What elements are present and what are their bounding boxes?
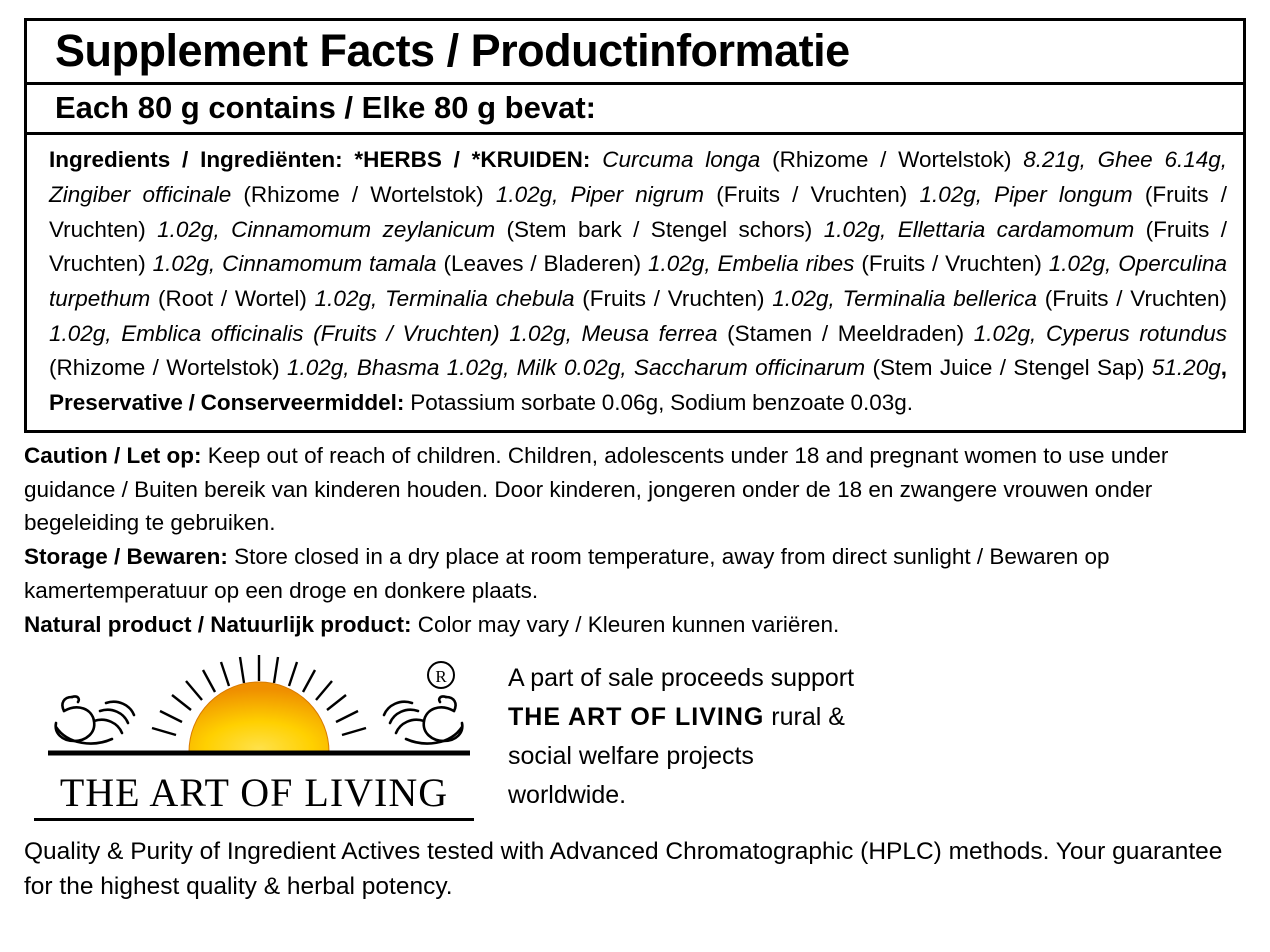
logo-and-support-row — [24, 653, 1246, 821]
support-line-2-rest: rural & — [764, 703, 845, 731]
serving-size-line: Each 80 g contains / Elke 80 g bevat: — [27, 85, 1243, 135]
support-line-4: worldwide. — [508, 780, 627, 809]
support-line-2 — [508, 698, 854, 737]
sunrise-with-swans-icon — [34, 653, 484, 773]
page-title: Supplement Facts / Productinformatie — [27, 21, 1243, 85]
support-brand: THE ART OF LIVING — [508, 703, 765, 731]
quality-statement: Quality & Purity of Ingredient Actives tested with Advanced Chromatographic (HPLC) methods. Your guarantee for the highest quality & herbal potency. — [24, 838, 1223, 901]
natural-product-label: Natural product / Natuurlijk product: — [24, 611, 412, 637]
storage-label: Storage / Bewaren: — [24, 544, 228, 570]
supplement-facts-box — [24, 18, 1246, 433]
storage-text: Store closed in a dry place at room temperature, away from direct sunlight / Bewaren op kamertemperatuur op een droge en donkere plaats. — [24, 544, 1110, 603]
caution-label: Caution / Let op: — [24, 443, 202, 469]
support-line-1: A part of sale proceeds support — [508, 664, 855, 693]
caution-text: Keep out of reach of children. Children, adolescents under 18 and pregnant women to use under guidance / Buiten bereik van kinderen houden. Door kinderen, jongeren onder de 18 en zwangere vrouwen onder begeleiding te gebruiken. — [24, 443, 1169, 536]
svg-text:R: R — [435, 667, 447, 687]
notes-section — [24, 439, 1246, 641]
logo-wordmark: THE ART OF LIVING — [34, 769, 474, 821]
natural-product-note — [24, 608, 1246, 641]
ingredients-paragraph: Ingredients / Ingrediënten: *HERBS / *KRUIDEN: Curcuma longa (Rhizome / Wortelstok) 8.21g, Ghee 6.14g, Zingiber officinale (Rhizome / Wortelstok) 1.02g, Piper nigrum (Fruits / Vruchten) 1.02g, Piper longum (Fruits / Vruchten) 1.02g, Cinnamomum zeylanicum (Stem bark / Stengel schors) 1.02g, Ellettaria cardamomum (Fruits / Vruchten) 1.02g, Cinnamomum tamala (Leaves / Bladeren) 1.02g, Embelia ribes (Fruits / Vruchten) 1.02g, Operculina turpethum (Root / Wortel) 1.02g, Terminalia chebula (Fruits / Vruchten) 1.02g, Terminalia bellerica (Fruits / Vruchten) 1.02g, Emblica officinalis (Fruits / Vruchten) 1.02g, Meusa ferrea (Stamen / Meeldraden) 1.02g, Cyperus rotundus (Rhizome / Wortelstok) 1.02g, Bhasma 1.02g, Milk 0.02g, Saccharum officinarum (Stem Juice / Stengel Sap) 51.20g, Preservative / Conserveermiddel: Potassium sorbate 0.06g, Sodium benzoate 0.03g. — [49, 147, 1228, 415]
registered-trademark-icon — [428, 662, 454, 688]
caution-note — [24, 439, 1246, 539]
support-statement — [484, 653, 854, 814]
art-of-living-logo — [24, 653, 484, 821]
natural-product-text: Color may vary / Kleuren kunnen variëren. — [411, 611, 840, 637]
storage-note — [24, 540, 1246, 607]
support-line-3: social welfare projects — [508, 741, 754, 770]
